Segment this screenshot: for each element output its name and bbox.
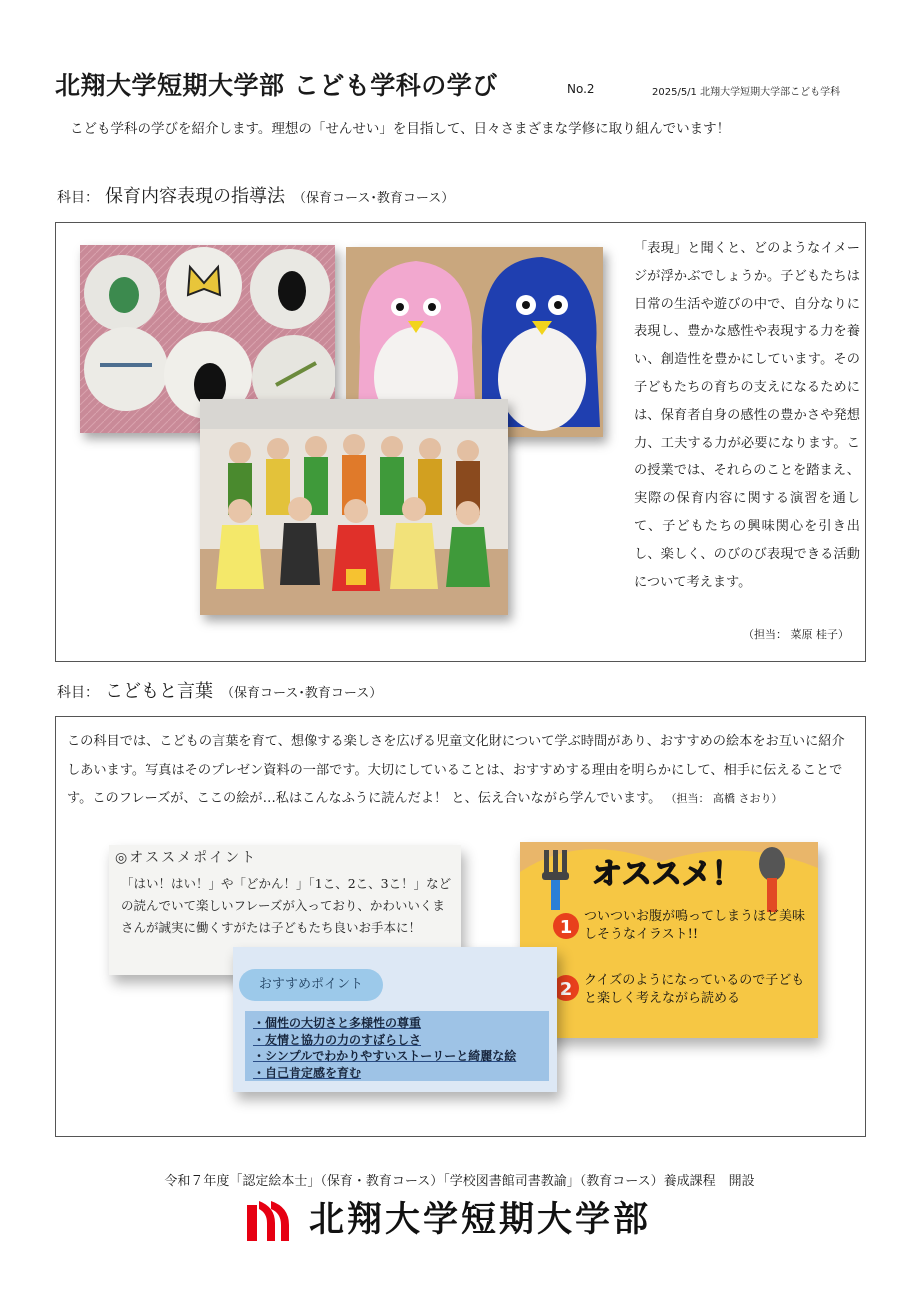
section2-kamoku: 科目： bbox=[57, 685, 99, 701]
card-c-num2: 2 bbox=[559, 979, 573, 1000]
university-logo bbox=[245, 1197, 685, 1245]
card-b-pill: おすすめポイント bbox=[239, 969, 383, 1001]
section1-body: 「表現」と聞くと、どのようなイメージが浮かぶでしょうか。子どもたちは日常の生活や遊びの中で、自分なりに表現し、豊かな感性や表現する力を養い、創造性を豊かにしています。その子どもたちの育ちの支えになるためには、保育者自身の感性の豊かさや発想力、工夫する力が必要になります。この授業では、それらのことを踏まえ、実際の保育内容に関する演習を通して、子どもたちの興味関心を引き出し、楽しく、のびのび表現できる活動について考えます。 bbox=[634, 241, 860, 590]
section2-heading bbox=[57, 677, 382, 703]
section2-body bbox=[67, 728, 857, 814]
section1-heading bbox=[57, 182, 454, 208]
list-item: ・自己肯定感を育む bbox=[253, 1065, 362, 1080]
section1-credit: （担当： 菜原 桂子） bbox=[743, 628, 849, 641]
card-c-num1: 1 bbox=[559, 917, 573, 938]
costumed-students-photo bbox=[200, 399, 508, 615]
card-c-point2: クイズのようになっているので子どもと楽しく考えながら読める bbox=[584, 973, 805, 1006]
section2-box bbox=[55, 716, 866, 1137]
card-c-title: オススメ！ bbox=[592, 857, 742, 892]
section2-credit: （担当： 高橋 さおり） bbox=[665, 792, 783, 806]
card-b-list bbox=[245, 1011, 549, 1081]
date-line: 2025/5/1 北翔大学短期大学部こども学科 bbox=[652, 87, 841, 98]
illustrated-recommend-card bbox=[520, 842, 818, 1038]
list-item: ・友情と協力の力のすばらしさ bbox=[253, 1032, 422, 1047]
section2-body-text: この科目では、こどもの言葉を育て、想像する楽しさを広げる児童文化財について学ぶ時間があり、おすすめの絵本をお互いに紹介しあいます。写真はそのプレゼン資料の一部です。大切にしていることは、おすすめする理由を明らかにして、相手に伝えることです。このフレーズが、ここの絵が…私はこんなふうに読んだよ！ と、伝え合いながら学んでいます。 bbox=[67, 734, 845, 807]
university-logo-mark-icon bbox=[245, 1199, 291, 1243]
section2-name: こどもと言葉 bbox=[105, 681, 213, 702]
card-a-title: ◎オススメポイント bbox=[115, 850, 258, 866]
list-item: ・個性の大切さと多様性の尊重 bbox=[253, 1016, 422, 1030]
section1-course: （保育コース･教育コース） bbox=[293, 191, 455, 206]
university-logo-name: 北翔大学短期大学部 bbox=[309, 1200, 652, 1240]
section1-name: 保育内容表現の指導法 bbox=[105, 186, 285, 207]
issue-number: No.2 bbox=[567, 82, 595, 96]
page-title: 北翔大学短期大学部 こども学科の学び bbox=[55, 71, 498, 100]
section1-box bbox=[55, 222, 866, 662]
intro-text: こども学科の学びを紹介します。理想の「せんせい」を目指して、日々さまざまな学修に取り組んでいます！ bbox=[70, 121, 731, 137]
footer-note: 令和７年度「認定絵本士」（保育・教育コース）「学校図書館司書教諭」（教育コース）養成課程 開設 bbox=[164, 1174, 755, 1189]
bullet-recommend-card bbox=[233, 947, 557, 1092]
card-a-text: 「はい！はい！」や「どかん！」「1こ、2こ、3こ！」などの読んでいて楽しいフレーズが入っており、かわいいくまさんが誠実に働くすがたは子どもたち良いお手本に！ bbox=[121, 876, 452, 935]
card-c-point1: ついついお腹が鳴ってしまうほど美味しそうなイラスト!! bbox=[584, 909, 806, 942]
list-item: ・シンプルでわかりやすいストーリーと綺麗な絵 bbox=[253, 1049, 517, 1063]
section1-kamoku: 科目： bbox=[57, 190, 99, 206]
section2-course: （保育コース･教育コース） bbox=[221, 686, 383, 701]
